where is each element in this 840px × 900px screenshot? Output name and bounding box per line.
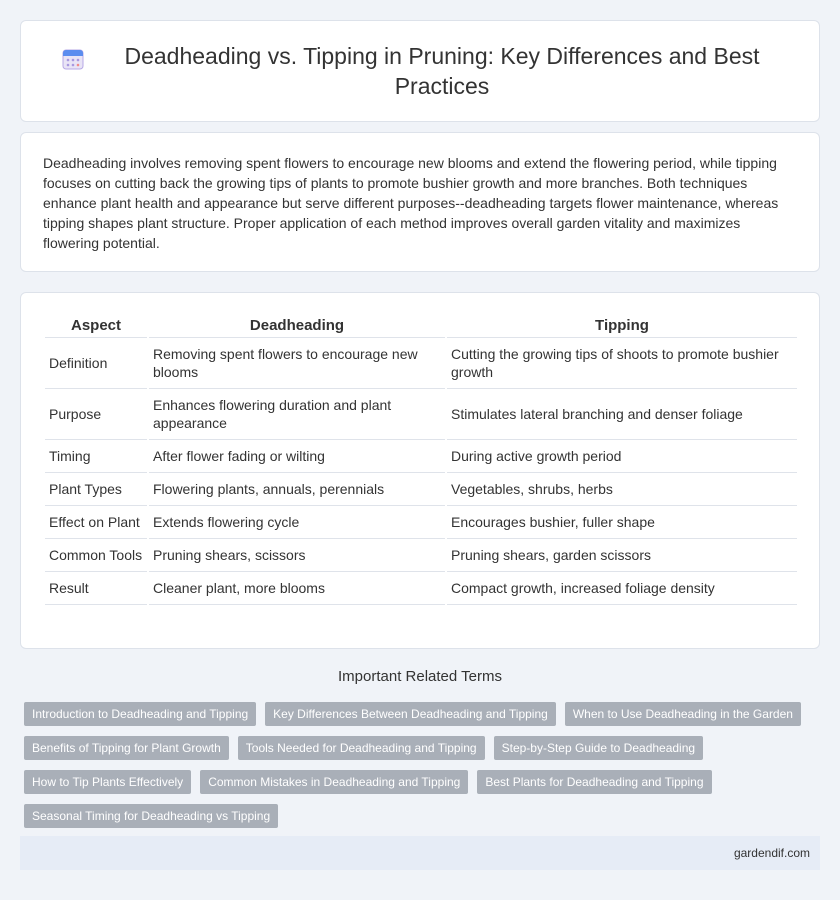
deadheading-cell: Extends flowering cycle [149,506,445,539]
deadheading-cell: Enhances flowering duration and plant appearance [149,389,445,440]
intro-card [20,132,820,272]
aspect-cell: Common Tools [45,539,147,572]
tipping-cell: Cutting the growing tips of shoots to promote bushier growth [447,338,797,389]
related-term-link[interactable]: Common Mistakes in Deadheading and Tipping [200,770,468,794]
tipping-cell: Pruning shears, garden scissors [447,539,797,572]
related-term-link[interactable]: How to Tip Plants Effectively [24,770,191,794]
related-terms-list [22,700,822,836]
table-row [45,440,797,473]
table-row [45,473,797,506]
aspect-cell: Result [45,572,147,605]
footer-site-name: gardendif.com [733,846,810,860]
tipping-cell: During active growth period [447,440,797,473]
related-term-link[interactable]: Best Plants for Deadheading and Tipping [477,770,711,794]
column-header-aspect: Aspect [45,313,147,338]
aspect-cell: Effect on Plant [45,506,147,539]
table-row [45,539,797,572]
deadheading-cell: Cleaner plant, more blooms [149,572,445,605]
deadheading-cell: Pruning shears, scissors [149,539,445,572]
related-term-link[interactable]: Key Differences Between Deadheading and Tipping [265,702,556,726]
aspect-cell: Plant Types [45,473,147,506]
related-term-link[interactable]: When to Use Deadheading in the Garden [565,702,801,726]
page-title: Deadheading vs. Tipping in Pruning: Key Differences and Best Practices [124,43,760,99]
related-term-link[interactable]: Benefits of Tipping for Plant Growth [24,736,229,760]
related-term-link[interactable]: Introduction to Deadheading and Tipping [24,702,256,726]
table-header-row [45,313,797,338]
calendar-icon [61,47,85,71]
tipping-cell: Encourages bushier, fuller shape [447,506,797,539]
deadheading-cell: After flower fading or wilting [149,440,445,473]
tipping-cell: Compact growth, increased foliage density [447,572,797,605]
deadheading-cell: Removing spent flowers to encourage new blooms [149,338,445,389]
column-header-tipping: Tipping [447,313,797,338]
table-row [45,572,797,605]
related-term-link[interactable]: Step-by-Step Guide to Deadheading [494,736,703,760]
aspect-cell: Purpose [45,389,147,440]
related-terms-heading: Important Related Terms [338,668,502,685]
aspect-cell: Timing [45,440,147,473]
related-term-link[interactable]: Tools Needed for Deadheading and Tipping [238,736,485,760]
footer-bar [20,836,820,870]
table-row [45,389,797,440]
column-header-deadheading: Deadheading [149,313,445,338]
title-card [20,20,820,122]
tipping-cell: Stimulates lateral branching and denser foliage [447,389,797,440]
title-wrap [61,41,779,101]
comparison-table-card [20,292,820,649]
related-term-link[interactable]: Seasonal Timing for Deadheading vs Tipping [24,804,278,828]
table-row [45,338,797,389]
tipping-cell: Vegetables, shrubs, herbs [447,473,797,506]
table-row [45,506,797,539]
comparison-table [43,313,799,605]
deadheading-cell: Flowering plants, annuals, perennials [149,473,445,506]
intro-paragraph: Deadheading involves removing spent flowers to encourage new blooms and extend the flowering period, while tipping focuses on cutting back the growing tips of plants to promote bushier growth and more branches. Both techniques enhance plant health and appearance but serve different purposes--deadheading targets flower maintenance, whereas tipping shapes plant structure. Proper application of each method improves overall garden vitality and maximizes flowering potential. [43,155,779,251]
aspect-cell: Definition [45,338,147,389]
